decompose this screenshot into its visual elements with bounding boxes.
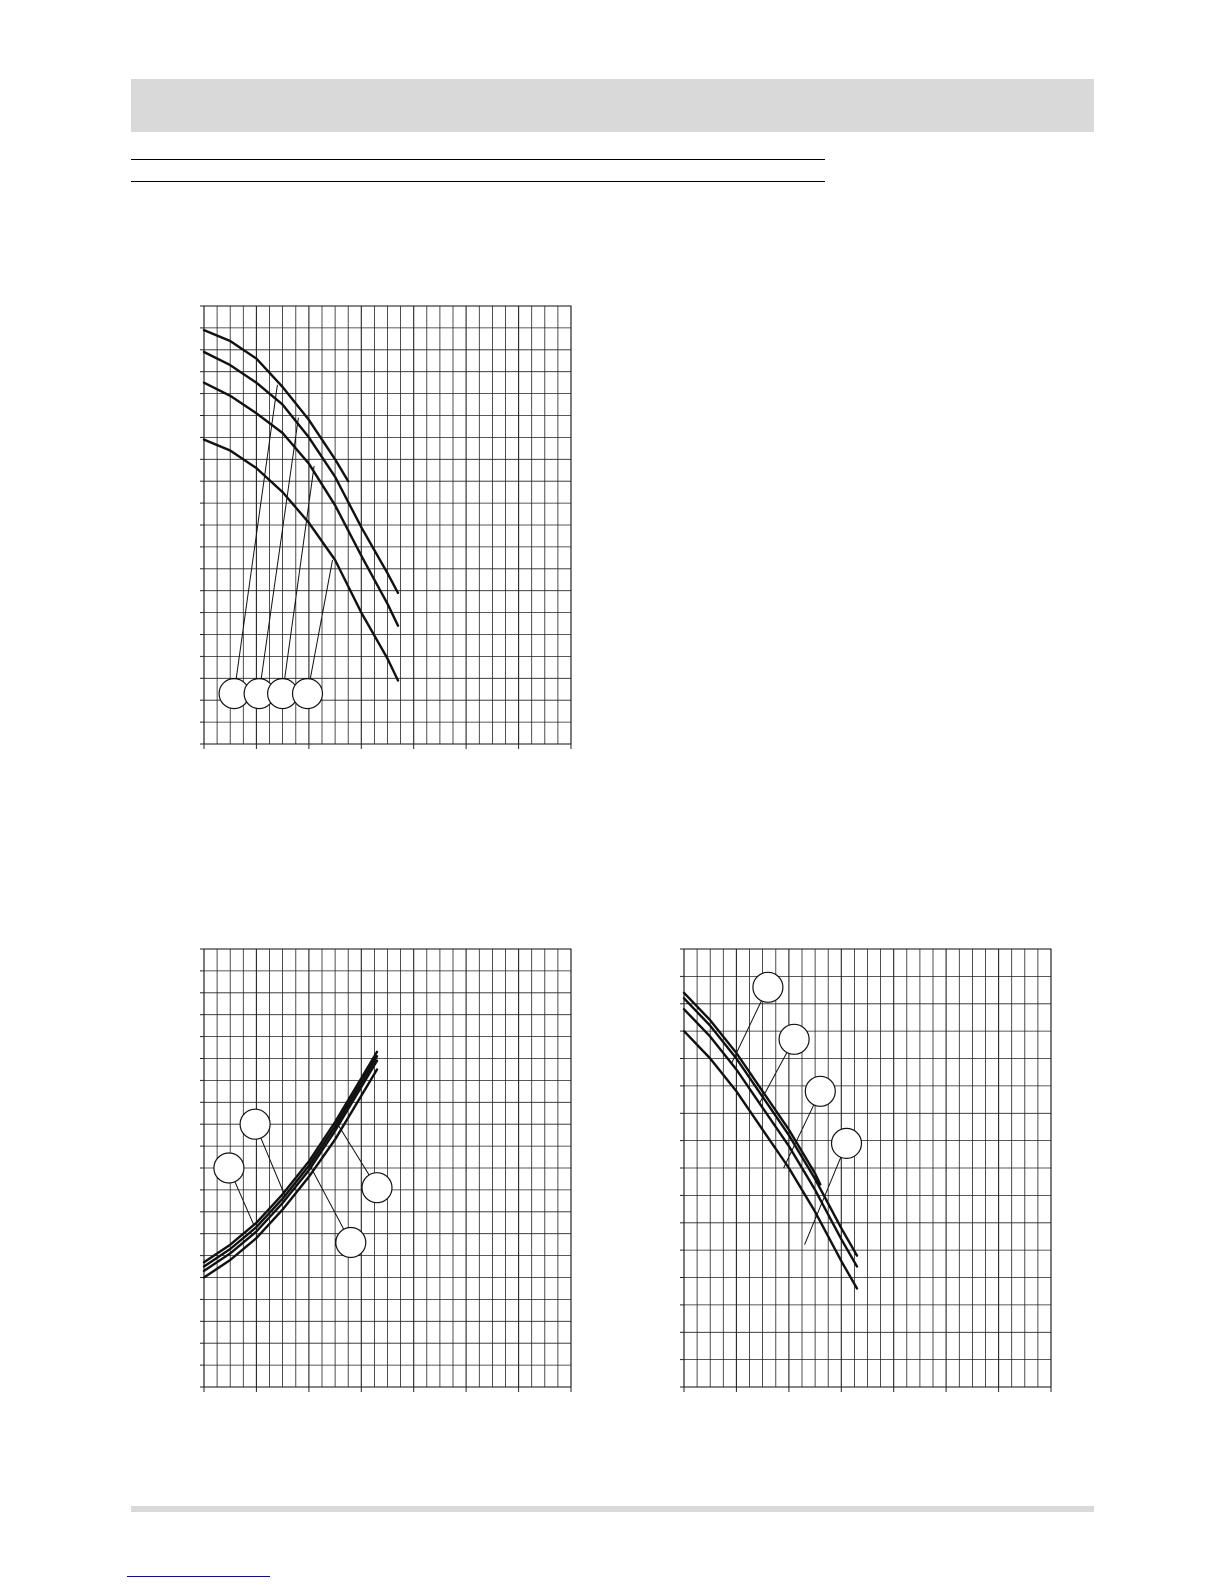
callout-circle-2	[779, 1024, 809, 1054]
chart-bottom-left	[200, 949, 571, 1392]
callout-circle-3	[336, 1228, 366, 1258]
callout-circle-4	[362, 1173, 392, 1203]
callout-circle-2	[240, 1109, 270, 1139]
callout-leader-1	[234, 385, 277, 694]
callout-leader-4	[308, 560, 333, 694]
callout-circle-1	[753, 972, 783, 1002]
callout-circle-4	[293, 679, 323, 709]
chart-top-left	[200, 306, 571, 749]
series-line-3	[204, 383, 398, 626]
callout-circle-1	[214, 1153, 244, 1183]
series-line-1	[204, 330, 348, 481]
callout-circle-4	[832, 1128, 862, 1158]
series-line-2	[204, 352, 398, 593]
link-underline[interactable]	[127, 1576, 270, 1577]
chart-bottom-right	[680, 949, 1051, 1392]
callout-circle-3	[805, 1076, 835, 1106]
footer-band	[131, 1506, 1094, 1512]
